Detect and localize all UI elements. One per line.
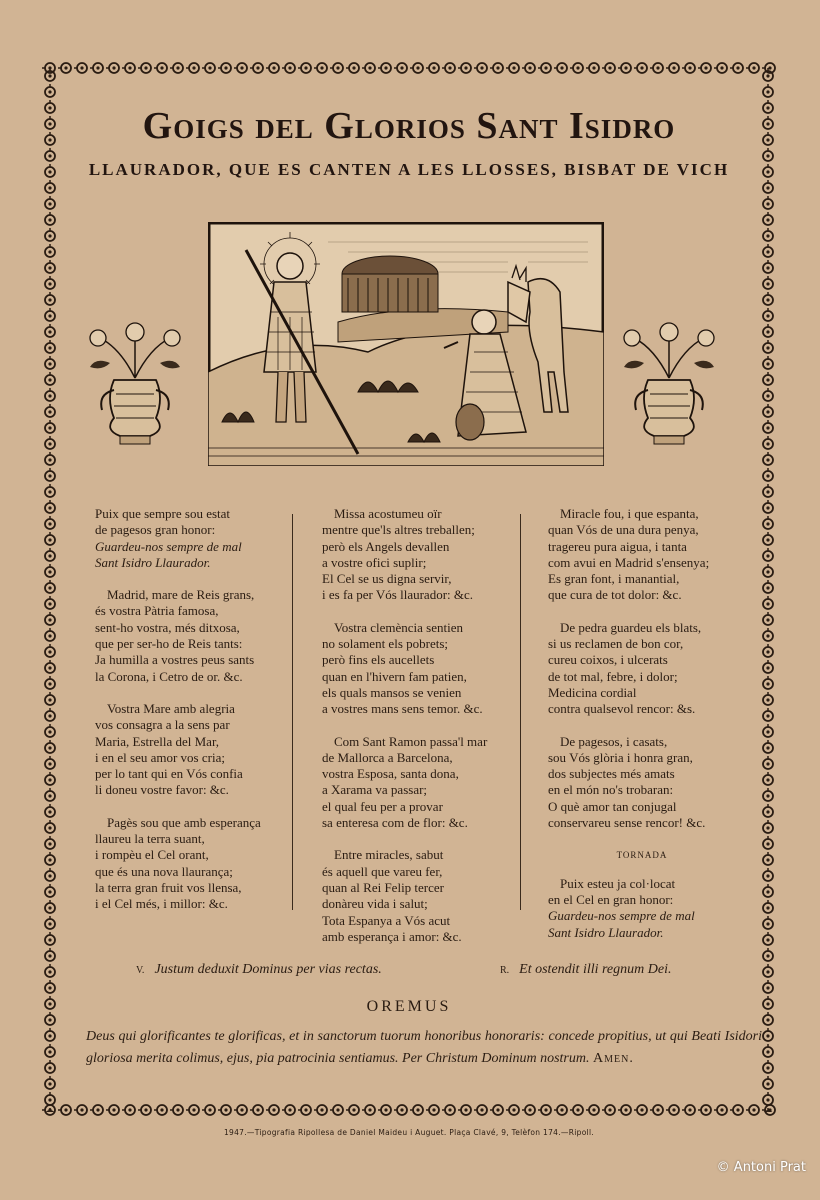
stanza — [95, 815, 285, 913]
copyright-watermark: © Antoni Prat — [716, 1160, 806, 1175]
oremus-prayer — [86, 1026, 762, 1070]
stanza — [95, 506, 285, 571]
column-divider — [292, 514, 293, 910]
verse-line: quan Vós de una dura penya, — [548, 522, 699, 538]
verse-line: contra qualsevol rencor: &s. — [548, 701, 696, 717]
verse-line: vos consagra a la sens par — [95, 717, 230, 733]
verse-line: Maria, Estrella del Mar, — [95, 733, 220, 749]
verse-line: i rompèu el Cel orant, — [95, 847, 209, 863]
verse-line: Puix que sempre sou estat — [95, 506, 231, 521]
versicle — [136, 962, 382, 978]
verse-line: li doneu vostre favor: &c. — [95, 782, 229, 798]
tornada-stanza — [548, 847, 736, 940]
verse-line: Com Sant Ramon passa'l mar — [334, 733, 488, 749]
stanza — [548, 734, 736, 832]
verse-line: Guardeu-nos sempre de mal — [548, 908, 695, 924]
saint-isidro-woodcut-illustration — [208, 222, 604, 466]
verse-line: a vostre ofici suplir; — [322, 554, 427, 570]
verse-line: vostra Esposa, santa dona, — [322, 766, 459, 782]
verse-line: O què amor tan conjugal — [548, 798, 677, 814]
verse-line: Sant Isidro Llaurador. — [95, 554, 211, 570]
verse-line: és aquell que vareu fer, — [322, 863, 443, 879]
tornada-heading: TORNADA — [616, 850, 668, 861]
verse-line: quan al Rei Felip tercer — [322, 879, 445, 895]
verse-line: no solament els pobrets; — [322, 636, 449, 652]
stanza — [322, 847, 514, 945]
versicle-mark: V. — [136, 965, 145, 976]
versicle-text: Justum deduxit Dominus per vias rectas. — [154, 962, 382, 977]
response-mark: R. — [500, 965, 510, 976]
verse-line: Medicina cordial — [548, 684, 637, 700]
page-title: Goigs del Glorios Sant Isidro — [142, 105, 676, 147]
ornamental-border-left — [40, 68, 60, 1112]
verse-line: en el món no's trobaran: — [548, 782, 674, 798]
stanza — [322, 506, 514, 604]
verse-line: mentre que'ls altres treballen; — [322, 522, 475, 538]
verse-column-1 — [95, 506, 285, 929]
verse-line: sent-ho vostra, més ditxosa, — [95, 619, 240, 635]
stanza — [322, 620, 514, 718]
verse-line: si us reclamen de bon cor, — [548, 636, 684, 652]
stanza — [95, 587, 285, 685]
verse-line: tragereu pura aigua, i tanta — [548, 538, 687, 554]
verse-line: i el Cel més, i millor: &c. — [95, 896, 228, 912]
verse-line: que cura de tot dolor: &c. — [548, 587, 682, 603]
verse-line: De pedra guardeu els blats, — [560, 619, 702, 635]
verse-line: de tot mal, febre, i dolor; — [548, 668, 678, 684]
prayer-text: Deus qui glorificantes te glorificas, et in sanctorum tuorum honoribus honoraris: concede propitius, ut qui Beati Isidori gloriosa merita colimus, ejus, pia patrocinia sentiamus. Per Christum Dominum nostrum. — [86, 1029, 762, 1066]
verse-line: Tota Espanya a Vós acut — [322, 912, 451, 928]
verse-line: Sant Isidro Llaurador. — [548, 924, 664, 940]
verse-line: per lo tant qui en Vós confia — [95, 766, 243, 782]
verse-line: Entre miracles, sabut — [334, 847, 444, 863]
oremus-heading: OREMUS — [366, 998, 452, 1015]
verse-line: però els Angels devallen — [322, 538, 450, 554]
ornamental-border-right — [758, 68, 778, 1112]
flower-vase-left-icon — [80, 318, 190, 458]
verse-line: llaureu la terra suant, — [95, 831, 205, 847]
verse-line: que és una nova llaurança; — [95, 863, 233, 879]
verse-line: Puix esteu ja col·locat — [560, 875, 676, 891]
verse-line: El Cel se us digna servir, — [322, 571, 452, 587]
verse-line: Pagès sou que amb esperança — [107, 814, 261, 830]
verse-line: quan en l'hivern fam patien, — [322, 668, 467, 684]
verse-line: sa enteresa com de flor: &c. — [322, 815, 468, 831]
verse-line: de Mallorca a Barcelona, — [322, 749, 453, 765]
prayer-amen: Amen. — [593, 1051, 634, 1066]
response-text: Et ostendit illi regnum Dei. — [519, 962, 672, 977]
stanza — [548, 506, 736, 604]
verse-line: sou Vós glòria i honra gran, — [548, 749, 693, 765]
verse-line: el qual feu per a provar — [322, 798, 443, 814]
verse-line: la terra gran fruit vos llensa, — [95, 879, 242, 895]
verse-line: Vostra Mare amb alegria — [107, 700, 235, 716]
verse-line: a vostres mans sens temor. &c. — [322, 701, 483, 717]
stanza — [548, 620, 736, 718]
verse-line: la Corona, i Cetro de or. &c. — [95, 668, 243, 684]
verse-line: que per ser-ho de Reis tants: — [95, 636, 243, 652]
printer-colophon: 1947.—Tipografia Ripollesa de Daniel Maideu i Auguet. Plaça Clavé, 9, Telèfon 174.—Ripoll. — [223, 1128, 595, 1137]
verse-line: en el Cel en gran honor: — [548, 891, 674, 907]
verse-line: Missa acostumeu oïr — [334, 506, 442, 521]
verse-line: donàreu vida i salut; — [322, 896, 428, 912]
verse-line: és vostra Pàtria famosa, — [95, 603, 219, 619]
flower-vase-right-icon — [614, 318, 724, 458]
verse-line: Es gran font, i manantial, — [548, 571, 680, 587]
verse-column-3 — [548, 506, 736, 957]
verse-line: a Xarama va passar; — [322, 782, 428, 798]
verse-line: Guardeu-nos sempre de mal — [95, 538, 242, 554]
verse-line: de pagesos gran honor: — [95, 522, 216, 538]
verse-line: amb esperança i amor: &c. — [322, 928, 462, 944]
ornamental-border-top — [42, 58, 776, 78]
verse-line: De pagesos, i casats, — [560, 733, 668, 749]
verse-line: cureu coixos, i ulcerats — [548, 652, 668, 668]
verse-line: Miracle fou, i que espanta, — [560, 506, 699, 521]
verse-line: Ja humilla a vostres peus sants — [95, 652, 255, 668]
verse-line: Vostra clemència sentien — [334, 619, 463, 635]
verse-line: com avui en Madrid s'ensenya; — [548, 554, 710, 570]
verse-line: dos subjectes més amats — [548, 766, 675, 782]
verse-line: i en el seu amor vos cria; — [95, 749, 225, 765]
verse-line: però fins els aucellets — [322, 652, 435, 668]
stanza — [322, 734, 514, 832]
verse-line: Madrid, mare de Reis grans, — [107, 587, 255, 603]
ornamental-border-bottom — [42, 1100, 776, 1120]
column-divider — [520, 514, 521, 910]
verse-line: els quals mansos se venien — [322, 684, 462, 700]
verse-line: i es fa per Vós llaurador: &c. — [322, 587, 474, 603]
page-subtitle: LLAURADOR, QUE ES CANTEN A LES LLOSSES, BISBAT DE VICH — [88, 160, 730, 179]
stanza — [95, 701, 285, 799]
verse-column-2 — [322, 506, 514, 961]
verse-line: conservareu sense rencor! &c. — [548, 815, 706, 831]
response — [500, 962, 671, 978]
